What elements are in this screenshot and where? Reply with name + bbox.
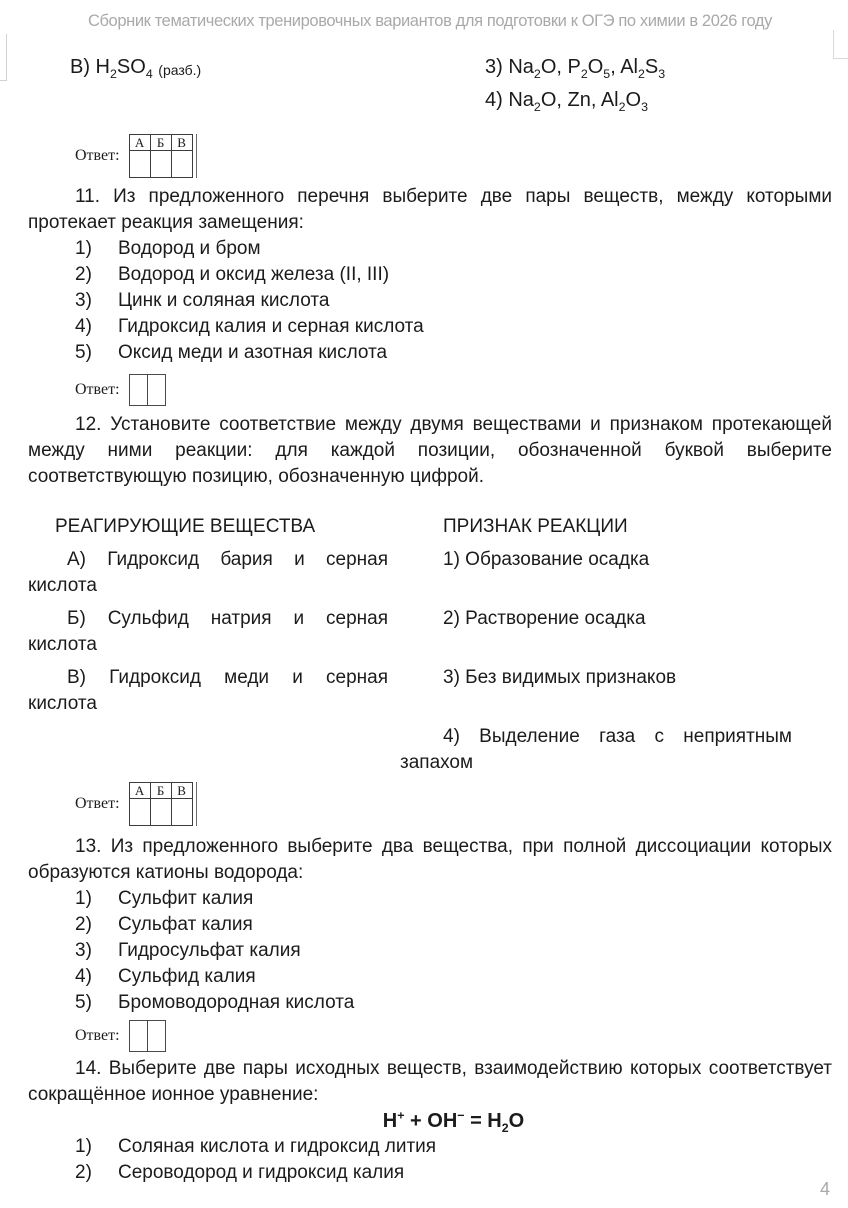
question-13-options: [28, 886, 832, 1016]
option-number: 3): [75, 940, 92, 961]
matching-sign: 4) Выделение газа с неприятным запахом: [400, 726, 792, 773]
page-number: 4: [819, 1179, 830, 1199]
list-item: [28, 886, 832, 912]
ionic-equation: $H^+ + OH^- = H_2O$: [382, 1108, 525, 1135]
option-text: Гидросульфат калия: [118, 940, 301, 961]
option-number: 2): [75, 1162, 92, 1183]
option-text: Водород и оксид железа (II, III): [118, 264, 390, 285]
document-page: [0, 8, 848, 1208]
answer-block-abv-1: [28, 134, 832, 178]
list-item: [28, 314, 832, 340]
option-v-formula: В) $H_2SO_4$: [70, 56, 153, 81]
answer-cell: [148, 1020, 166, 1052]
answer-cell: [148, 374, 166, 406]
list-item: [28, 1160, 832, 1186]
answer-table-header-v: В: [171, 135, 192, 151]
option-text: Сульфат калия: [118, 914, 253, 935]
crop-mark-top-right: [833, 30, 848, 59]
question-14-text: 14. Выберите две пары исходных веществ, взаимодействию которых соответствует сокращённое ионное уравнение:: [28, 1058, 832, 1105]
option-v-line: [28, 54, 485, 120]
matching-sign: 3) Без видимых признаков: [443, 667, 677, 688]
option-number: 5): [75, 342, 92, 363]
answer-cell: [129, 799, 150, 826]
answer-box-two-cells: [129, 1020, 166, 1052]
question-13-text: 13. Из предложенного выберите два вещества, при полной диссоциации которых образуются катионы водорода:: [28, 836, 832, 883]
answer-block-abv-2: [28, 782, 832, 826]
table-edge-line: [196, 134, 197, 178]
option-text: Сульфит калия: [118, 888, 254, 909]
question-11-options: [28, 236, 832, 366]
list-item: [28, 912, 832, 938]
choice-4-formula: 4) $Na_2O$, Zn, $Al_2O_3$: [485, 89, 648, 114]
answer-block-two-2: [28, 1020, 832, 1052]
option-text: Сероводород и гидроксид калия: [118, 1162, 405, 1183]
table-edge-line: [196, 782, 197, 826]
answer-table-header-a: А: [129, 135, 150, 151]
answer-label: Ответ:: [75, 1027, 120, 1044]
answer-cell: [150, 151, 171, 178]
answer-label: Ответ:: [75, 381, 120, 398]
list-item: [28, 990, 832, 1016]
answer-cell: [129, 374, 148, 406]
running-header: Сборник тематических тренировочных вариантов для подготовки к ОГЭ по химии в 2026 году: [87, 11, 773, 30]
answer-table-abv: [129, 782, 193, 826]
answer-table-abv: [129, 134, 193, 178]
answer-block-two-1: [28, 374, 832, 406]
list-item: [28, 262, 832, 288]
question-14-options: [28, 1134, 832, 1186]
answer-table-header-v: В: [171, 783, 192, 799]
answer-cell: [150, 799, 171, 826]
matching-sign: 1) Образование осадка: [443, 549, 650, 570]
crop-mark-top-left: [0, 34, 7, 81]
answer-cell: [129, 1020, 148, 1052]
answer-cell: [171, 151, 192, 178]
question-12-matching: [28, 514, 832, 776]
question-12-text: 12. Установите соответствие между двумя веществами и признаком протекающей между ними реакции: для каждой позиции, обозначенной буквой выберите соответствующую позицию, обозначенную цифрой.: [28, 414, 832, 487]
option-text: Оксид меди и азотная кислота: [118, 342, 388, 363]
answer-table-header-b: Б: [150, 135, 171, 151]
matching-right-header: ПРИЗНАК РЕАКЦИИ: [443, 516, 628, 537]
list-item: [28, 938, 832, 964]
list-item: [28, 964, 832, 990]
answer-table-header-a: А: [129, 783, 150, 799]
option-text: Сульфид калия: [118, 966, 256, 987]
option-number: 4): [75, 966, 92, 987]
answer-label: Ответ:: [75, 147, 120, 164]
question-11-text: 11. Из предложенного перечня выберите две пары веществ, между которыми протекает реакция замещения:: [28, 186, 832, 233]
matching-substance: Б) Сульфид натрия и серная кислота: [28, 608, 388, 655]
answer-box-two-cells: [129, 374, 166, 406]
option-number: 3): [75, 290, 92, 311]
option-text: Гидроксид калия и серная кислота: [118, 316, 424, 337]
answer-label: Ответ:: [75, 795, 120, 812]
list-item: [28, 340, 832, 366]
answer-choices-right: [485, 54, 665, 120]
choice-3-formula: 3) $Na_2O$, $P_2O_5$, $Al_2S_3$: [485, 56, 666, 81]
answer-cell: [129, 151, 150, 178]
list-item: [28, 288, 832, 314]
matching-substance: А) Гидроксид бария и серная кислота: [28, 549, 388, 596]
option-number: 1): [75, 1136, 92, 1157]
option-number: 1): [75, 888, 92, 909]
option-text: Соляная кислота и гидроксид лития: [118, 1136, 437, 1157]
matching-empty-cell: [28, 724, 400, 776]
option-text: Водород и бром: [118, 238, 261, 259]
matching-left-header: РЕАГИРУЮЩИЕ ВЕЩЕСТВА: [55, 516, 316, 537]
matching-sign: 2) Растворение осадка: [443, 608, 646, 629]
answer-table-header-b: Б: [150, 783, 171, 799]
option-text: Цинк и соляная кислота: [118, 290, 330, 311]
option-number: 5): [75, 992, 92, 1013]
option-v-note: (разб.): [158, 62, 202, 78]
option-number: 4): [75, 316, 92, 337]
answer-cell: [171, 799, 192, 826]
list-item: [28, 236, 832, 262]
option-number: 2): [75, 264, 92, 285]
option-text: Бромоводородная кислота: [118, 992, 355, 1013]
option-number: 1): [75, 238, 92, 259]
previous-question-tail: [28, 54, 832, 120]
matching-substance: В) Гидроксид меди и серная кислота: [28, 667, 388, 714]
option-number: 2): [75, 914, 92, 935]
list-item: [28, 1134, 832, 1160]
page-content: [0, 8, 848, 1186]
